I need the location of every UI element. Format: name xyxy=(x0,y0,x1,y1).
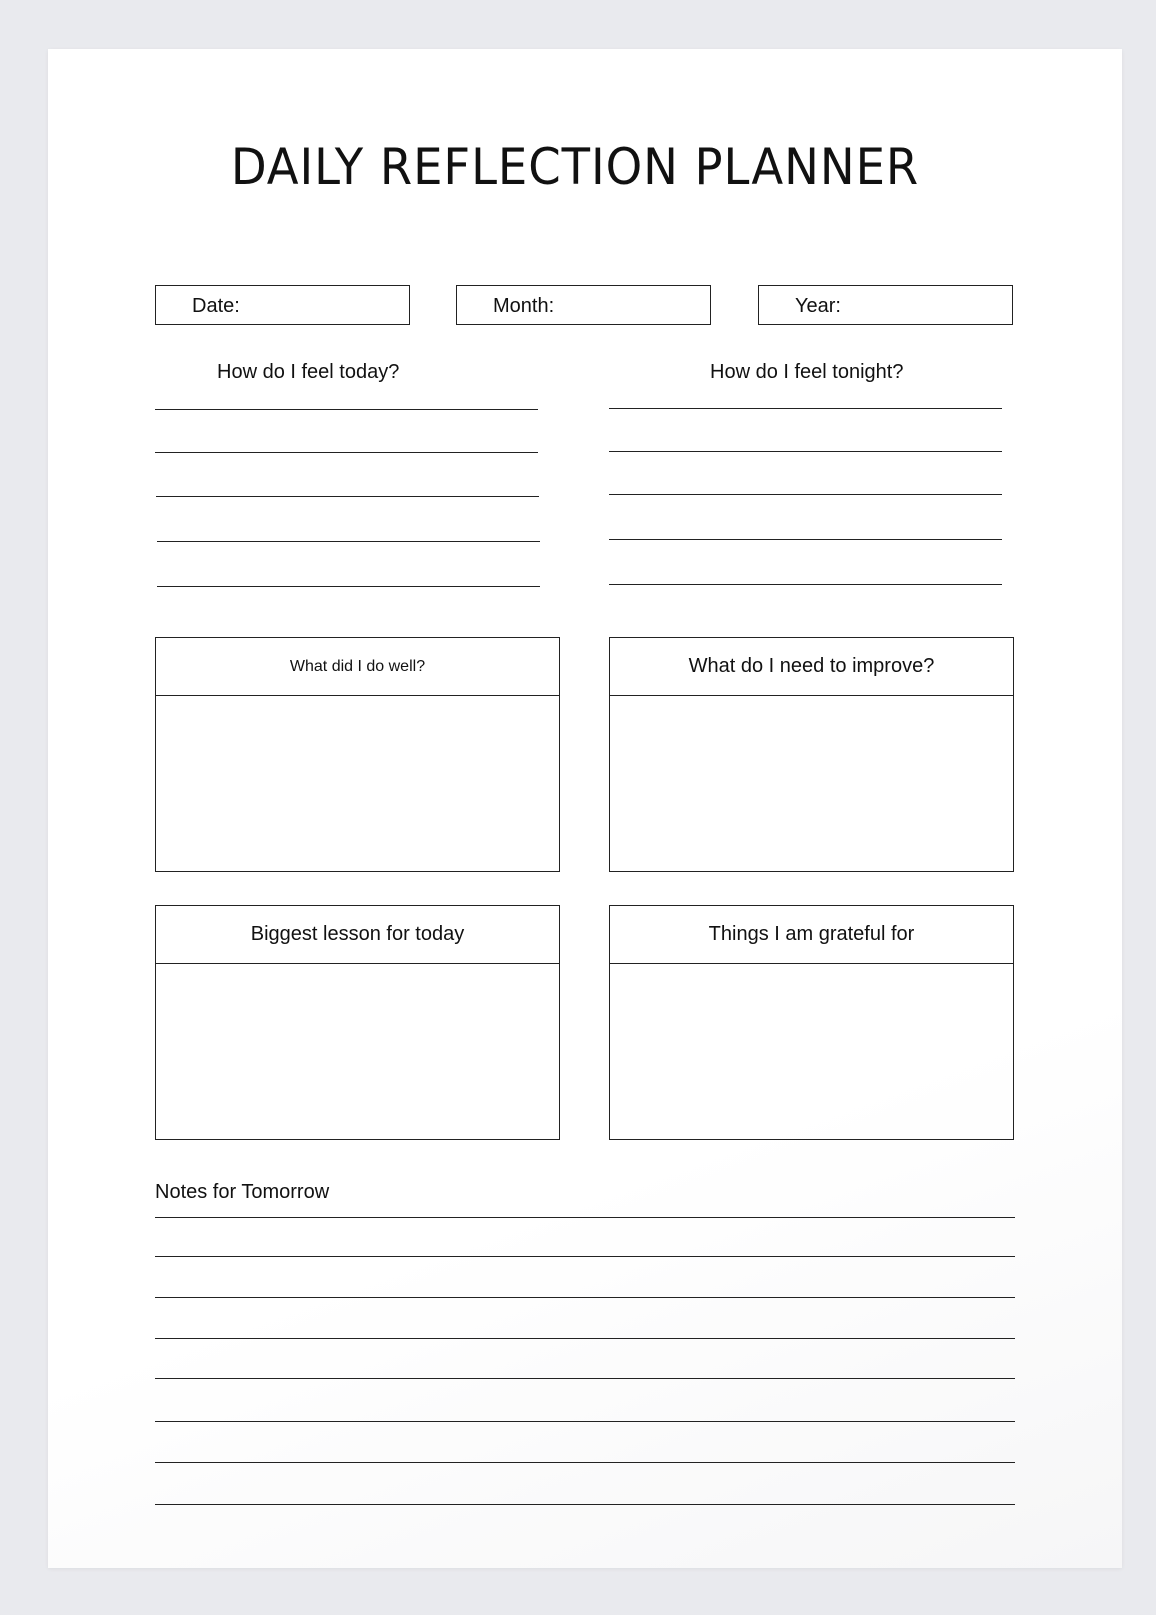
writing-line xyxy=(155,1338,1015,1339)
month-field[interactable] xyxy=(456,285,711,325)
did-well-heading: What did I do well? xyxy=(156,638,559,696)
writing-line xyxy=(609,451,1002,452)
page-title: DAILY REFLECTION PLANNER xyxy=(230,138,920,196)
feel-tonight-label: How do I feel tonight? xyxy=(710,361,904,383)
grateful-box[interactable] xyxy=(609,905,1014,1140)
writing-line xyxy=(609,494,1002,495)
feel-today-label: How do I feel today? xyxy=(217,361,400,383)
did-well-box[interactable] xyxy=(155,637,560,872)
writing-line xyxy=(155,1256,1015,1257)
improve-heading: What do I need to improve? xyxy=(610,638,1013,696)
writing-line xyxy=(609,584,1002,585)
writing-line xyxy=(155,1504,1015,1505)
writing-line xyxy=(155,1217,1015,1218)
writing-line xyxy=(155,1378,1015,1379)
writing-line xyxy=(155,409,538,410)
writing-line xyxy=(609,408,1002,409)
date-label: Date: xyxy=(192,295,240,317)
writing-line xyxy=(609,539,1002,540)
year-label: Year: xyxy=(795,295,841,317)
improve-box[interactable] xyxy=(609,637,1014,872)
grateful-heading: Things I am grateful for xyxy=(610,906,1013,964)
writing-line xyxy=(155,1297,1015,1298)
writing-line xyxy=(156,496,539,497)
writing-line xyxy=(157,586,540,587)
year-field[interactable] xyxy=(758,285,1013,325)
writing-line xyxy=(155,1462,1015,1463)
month-label: Month: xyxy=(493,295,555,317)
writing-line xyxy=(155,1421,1015,1422)
date-field[interactable] xyxy=(155,285,410,325)
writing-line xyxy=(155,452,538,453)
lesson-box[interactable] xyxy=(155,905,560,1140)
writing-line xyxy=(157,541,540,542)
notes-label: Notes for Tomorrow xyxy=(155,1181,330,1203)
lesson-heading: Biggest lesson for today xyxy=(156,906,559,964)
